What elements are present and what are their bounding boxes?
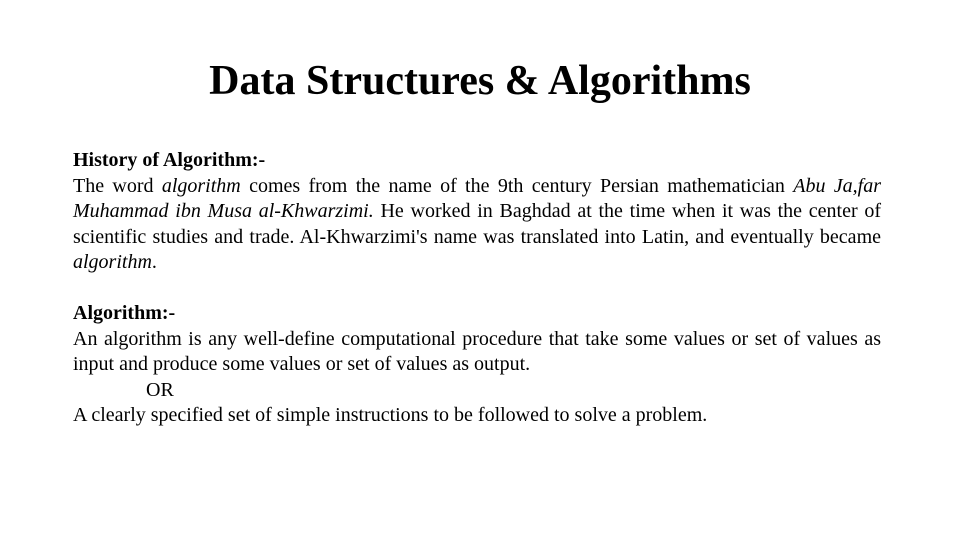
algorithm-definition-1: An algorithm is any well-define computational procedure that take some values or set of values as input and produce some values or set of values as output. (73, 327, 881, 375)
slide-title: Data Structures & Algorithms (209, 58, 751, 104)
section-spacer (73, 276, 881, 302)
history-italic-1: algorithm (161, 174, 241, 197)
history-text-1: The word (73, 174, 162, 197)
algorithm-heading: Algorithm:- (73, 302, 176, 324)
or-separator: OR (146, 378, 174, 401)
history-text-4: . (151, 251, 157, 273)
history-paragraph (73, 174, 881, 276)
history-heading: History of Algorithm:- (73, 149, 266, 171)
history-text-2: comes from the name of the 9th century Persian mathematician (240, 174, 794, 197)
algorithm-definition-2: A clearly specified set of simple instructions to be followed to solve a problem. (73, 404, 708, 426)
history-italic-2: Abu Ja,far Muhammad ibn Musa al-Khwarzimi. (73, 174, 882, 222)
history-text-3: He worked in Baghdad at the time when it was the center of scientific studies and trade. Al-Khwarzimi's name was translated into Latin, and eventually became (73, 200, 882, 248)
history-italic-3: algorithm (73, 251, 152, 273)
slide-body (73, 148, 881, 429)
